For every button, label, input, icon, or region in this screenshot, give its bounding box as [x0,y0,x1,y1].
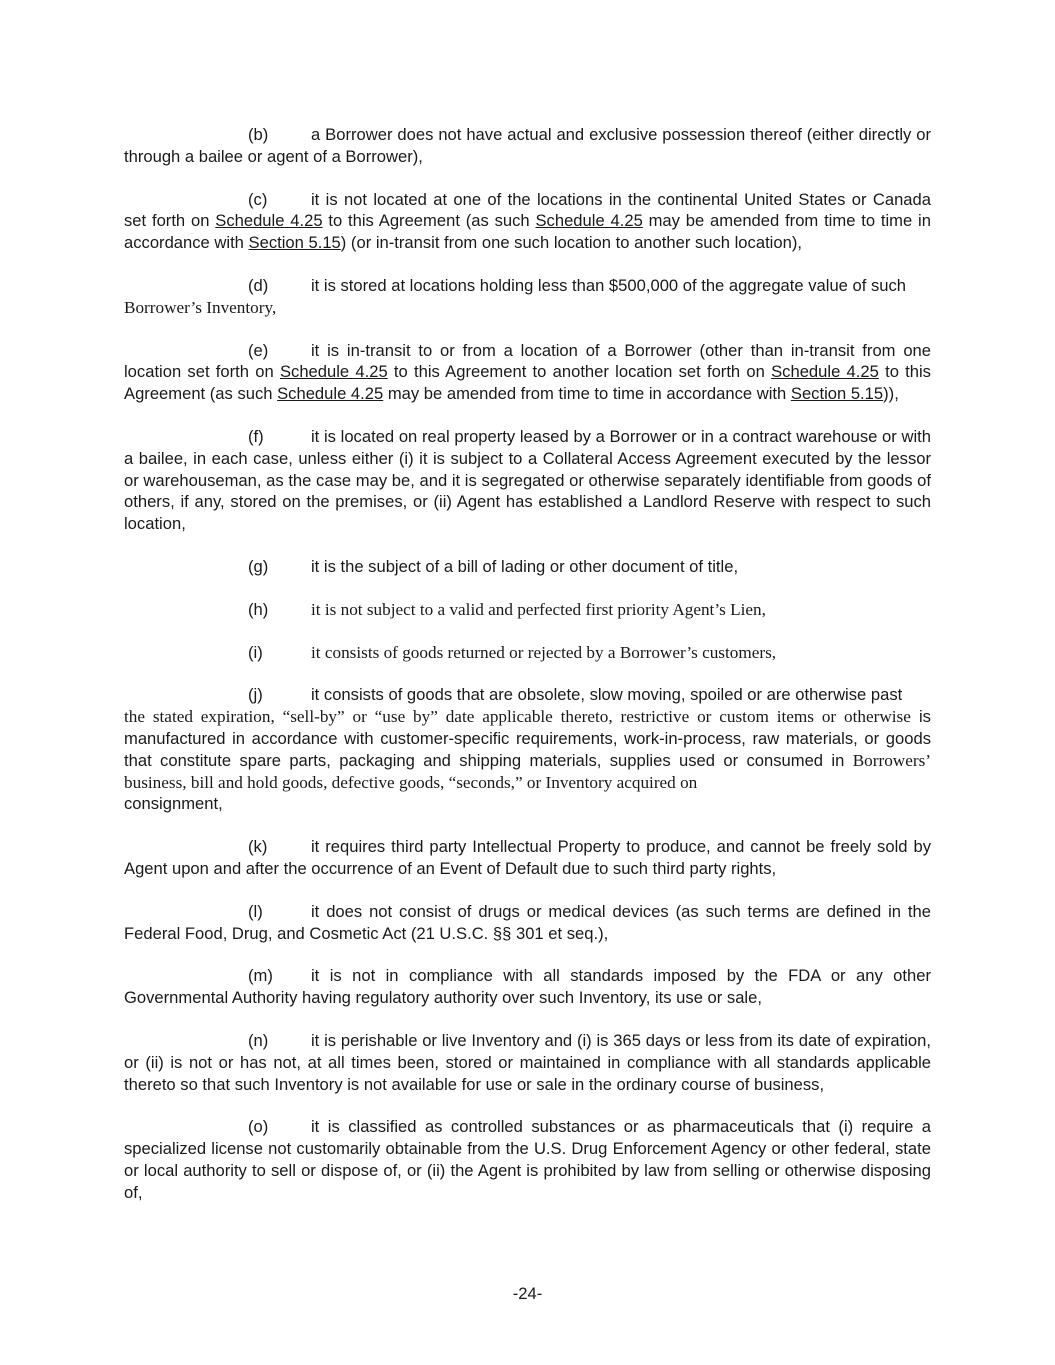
clause-l [124,901,931,945]
clause-h [248,599,931,621]
clause-n [124,1030,931,1095]
clause-d: (d) it is stored at locations holding less than $500,000 of the aggregate value of such Borrower’s Inventory, [124,275,907,317]
clause-c: (c) it is not located at one of the locations in the continental United States or Canada set forth on Schedule 4.25 to this Agreement (as such Schedule 4.25 may be amended from time to time in accordance with Section 5.15) (or in-transit from one such location to another such location), [124,189,931,253]
page-number: -24- [512,1284,543,1303]
clause-g-text: it is the subject of a bill of lading or other document of title, [311,556,739,576]
clause-b [124,124,931,168]
clause-i-label: (i) [248,642,263,662]
clause-l-label: (l) [248,901,263,921]
clause-m-text: it is not in compliance with all standards imposed by the FDA or any other Governmental Authority having regulatory authority over such Inventory, its use or sale, [124,966,931,1008]
clause-o [124,1116,931,1203]
clause-o-text: it is classified as controlled substances or as pharmaceuticals that (i) require a specialized license not customarily obtainable from the U.S. Drug Enforcement Agency or other federal, state or local authority to sell or dispose of, or (ii) the Agent is prohibited by law from selling or otherwise disposing of, [124,1117,931,1202]
clause-k-text: it requires third party Intellectual Property to produce, and cannot be freely sold by Agent upon and after the occurrence of an Event of Default due to such third party rights, [124,837,931,878]
clause-b-text: a Borrower does not have actual and exclusive possession thereof (either directly or through a bailee or agent of a Borrower), [124,125,931,166]
clause-i-text: it consists of goods returned or rejected by a Borrower’s customers, [311,642,777,662]
clause-j: (j) it consists of goods that are obsolete, slow moving, spoiled or are otherwise past the stated expiration, “sell-by” or “use by” date applicable thereto, restrictive or custom items or otherwise is manufactured in accordance with customer-specific requirements, work-in-process, raw materials, or goods that constitute spare parts, packaging and shipping materials, supplies used or consumed in Borrowers’ business, bill and hold goods, defective goods, “seconds,” or Inventory acquired on consignment, [124,685,931,814]
clause-c-label: (c) [248,189,268,209]
clause-e: (e) it is in-transit to or from a location of a Borrower (other than in-transit from one location set forth on Schedule 4.25 to this Agreement to another location set forth on Schedule 4.25 to this Agreement (as such Schedule 4.25 may be amended from time to time in accordance with Section 5.15)), [124,340,931,404]
clause-n-text: it is perishable or live Inventory and (i) is 365 days or less from its date of expiration, or (ii) is not or has not, at all times been, stored or maintained in compliance with all standards applicable thereto so that such Inventory is not available for use or sale in the ordinary course of business, [124,1030,931,1094]
clause-g [248,556,931,578]
clause-k [124,836,931,880]
clause-f-text: it is located on real property leased by a Borrower or in a contract warehouse or with a bailee, in each case, unless either (i) it is subject to a Collateral Access Agreement executed by the lessor or warehouseman, as the case may be, and it is segregated or otherwise separately identifiable from goods of others, if any, stored on the premises, or (ii) Agent has established a Landlord Reserve with respect to such location, [124,426,931,534]
clause-n-label: (n) [248,1030,269,1050]
clause-f-label: (f) [248,426,264,446]
clause-k-label: (k) [248,837,268,857]
clause-e-label: (e) [248,340,269,360]
clause-h-label: (h) [248,599,269,619]
section-link: Section 5.15 [248,233,341,253]
schedule-link: Schedule 4.25 [771,362,879,382]
schedule-link: Schedule 4.25 [215,211,323,231]
clause-b-label: (b) [248,125,269,144]
schedule-link: Schedule 4.25 [279,362,388,382]
clause-h-text: it is not subject to a valid and perfected first priority Agent’s Lien, [311,599,766,619]
clause-l-text: it does not consist of drugs or medical devices (as such terms are defined in the Federal Food, Drug, and Cosmetic Act (21 U.S.C. §§ 301 et seq.), [124,901,931,943]
schedule-link: Schedule 4.25 [535,211,643,231]
clause-f [124,426,931,535]
clause-g-label: (g) [248,556,269,576]
clause-m-label: (m) [248,966,273,986]
schedule-link: Schedule 4.25 [277,384,384,404]
clause-j-label: (j) [248,685,263,705]
clause-o-label: (o) [248,1117,269,1137]
document-body [124,124,931,1224]
clause-d-label: (d) [248,275,269,295]
section-link: Section 5.15 [790,384,884,404]
clause-m [124,965,931,1009]
clause-i [248,642,931,664]
